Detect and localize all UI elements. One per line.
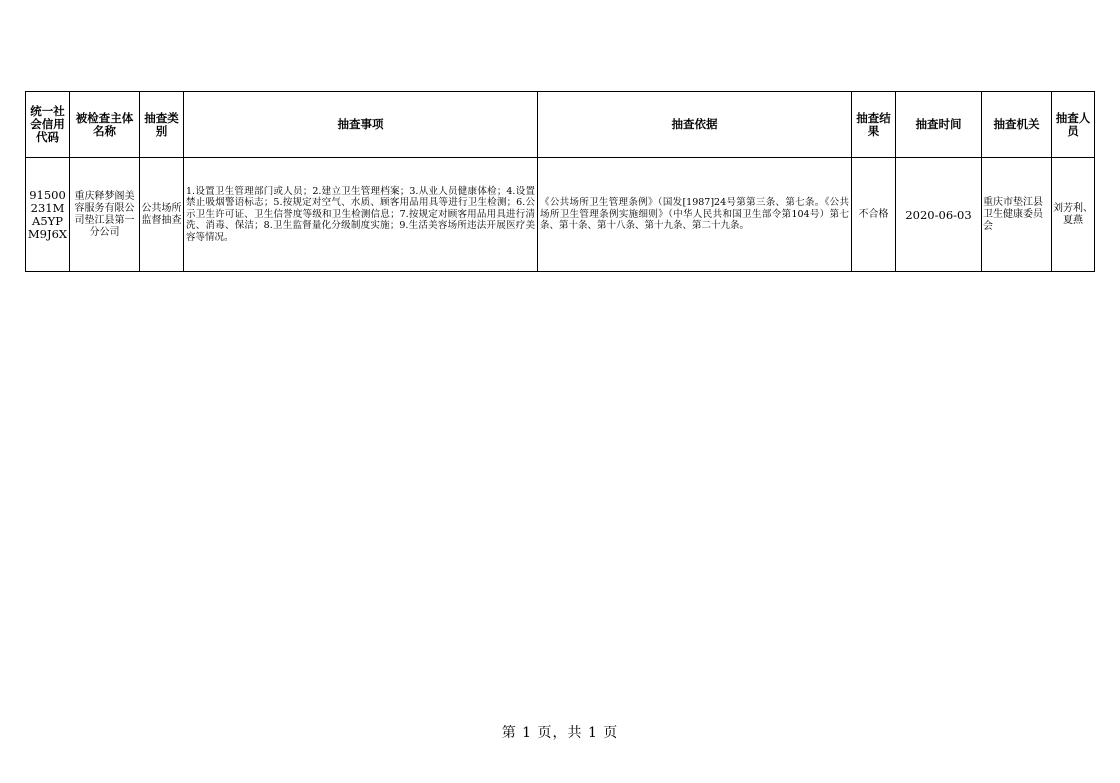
header-check-date: 抽查时间	[896, 92, 982, 158]
header-credit-code: 统一社会信用代码	[26, 92, 70, 158]
cell-check-org: 重庆市垫江县卫生健康委员会	[982, 158, 1052, 272]
cell-credit-code: 91500231MA5YPM9J6X	[26, 158, 70, 272]
inspection-table-container	[25, 91, 1094, 272]
page-number-footer: 第 1 页，共 1 页	[501, 725, 619, 741]
cell-inspectors: 刘芳利、夏燕	[1052, 158, 1095, 272]
header-check-org: 抽查机关	[982, 92, 1052, 158]
table-header-row	[26, 92, 1095, 158]
inspection-table	[25, 91, 1095, 272]
header-entity-name: 被检查主体名称	[70, 92, 140, 158]
table-row	[26, 158, 1095, 272]
cell-check-date: 2020-06-03	[896, 158, 982, 272]
header-check-result: 抽查结果	[852, 92, 896, 158]
cell-check-result: 不合格	[852, 158, 896, 272]
header-check-items: 抽查事项	[184, 92, 538, 158]
cell-check-basis: 《公共场所卫生管理条例》（国发[1987]24号第第三条、第七条。《公共场所卫生管理条例实施细则》（中华人民共和国卫生部令第104号）第七条、第十条、第十八条、第十九条、第二十九条。	[538, 158, 852, 272]
cell-entity-name: 重庆释梦阁美容服务有限公司垫江县第一分公司	[70, 158, 140, 272]
header-check-basis: 抽查依据	[538, 92, 852, 158]
cell-check-type: 公共场所监督抽查	[140, 158, 184, 272]
header-inspectors: 抽查人员	[1052, 92, 1095, 158]
header-check-type: 抽查类别	[140, 92, 184, 158]
cell-check-items: 1.设置卫生管理部门或人员；2.建立卫生管理档案；3.从业人员健康体检；4.设置禁止吸烟警语标志；5.按规定对空气、水质、顾客用品用具等进行卫生检测；6.公示卫生许可证、卫生信誉度等级和卫生检测信息；7.按规定对顾客用品用具进行清洗、消毒、保洁；8.卫生监督量化分级制度实施；9.生活美容场所违法开展医疗美容等情况。	[184, 158, 538, 272]
